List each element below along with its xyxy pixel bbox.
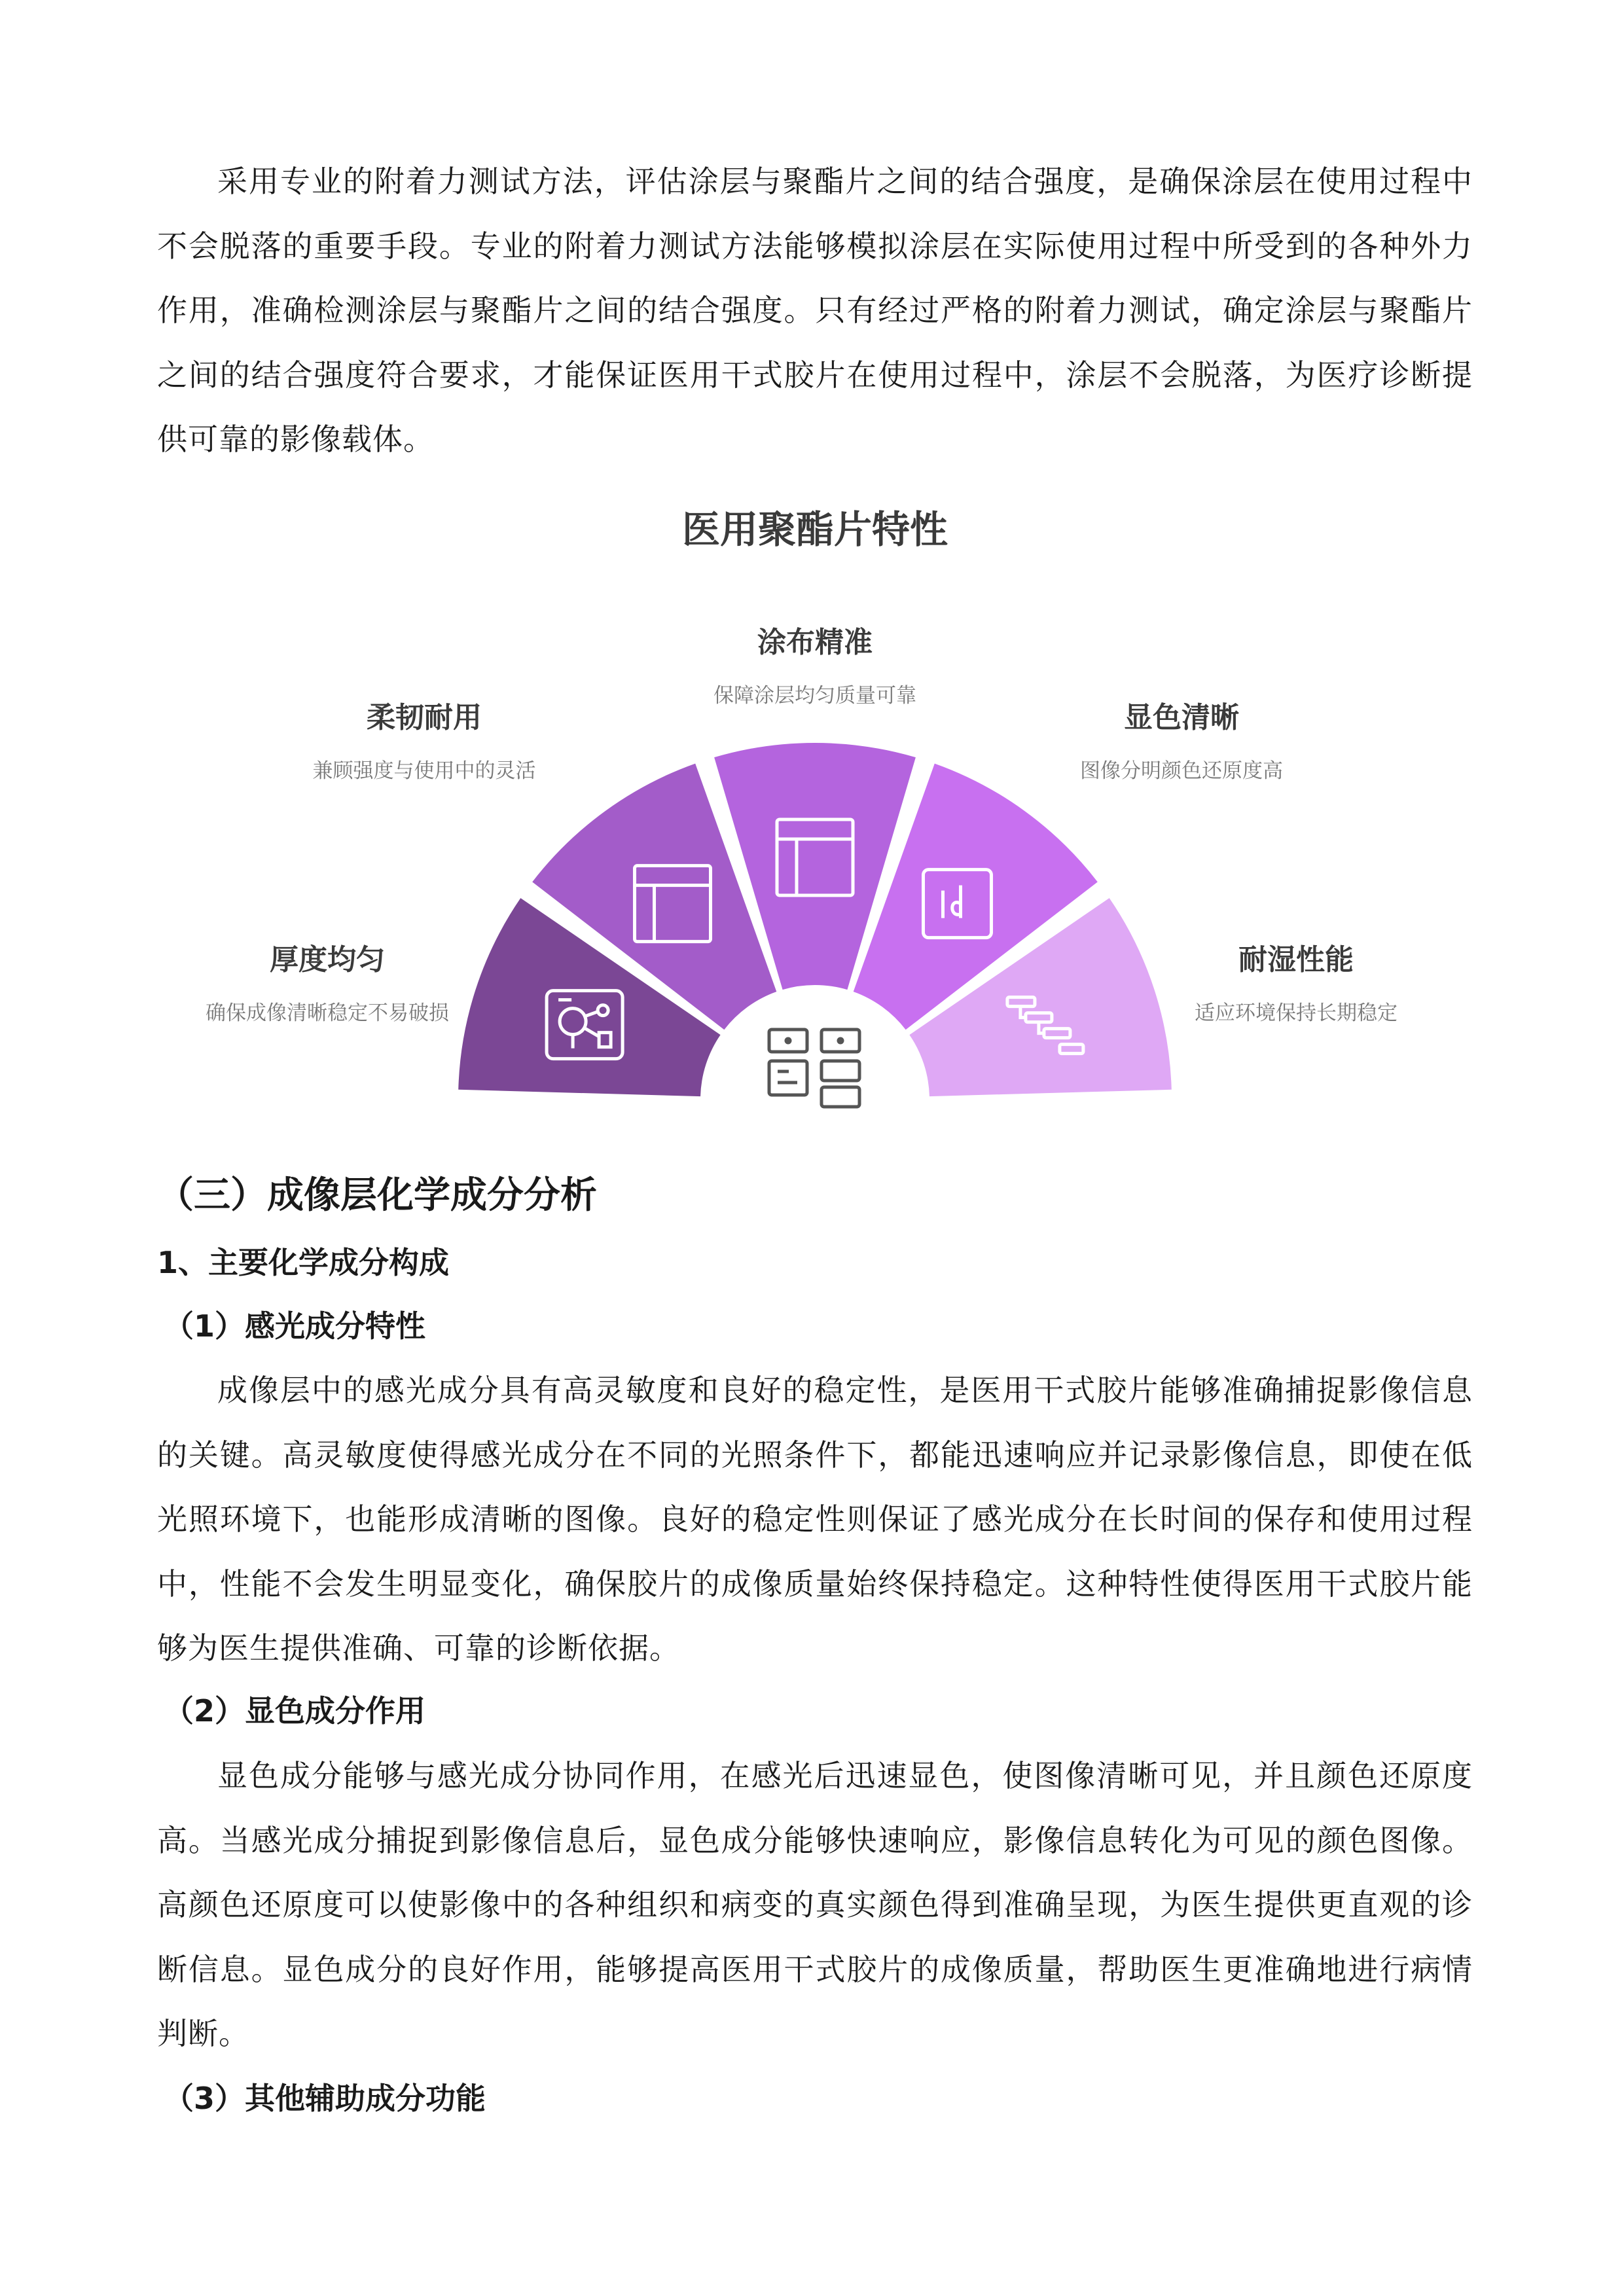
- feature-title: 耐湿性能: [1238, 943, 1354, 977]
- subheading: 1、主要化学成分构成: [157, 1245, 450, 1280]
- section-heading: （三）成像层化学成分分析: [157, 1174, 597, 1217]
- feature-desc: 适应环境保持长期稳定: [1195, 1001, 1398, 1025]
- feature-title: 涂布精准: [757, 626, 873, 659]
- intro-paragraph: 采用专业的附着力测试方法，评估涂层与聚酯片之间的结合强度，是确保涂层在使用过程中不会脱落的重要手段。专业的附着力测试方法能够模拟涂层在实际使用过程中所受到的各种外力作用，准确检测涂层与聚酯片之间的结合强度。只有经过严格的附着力测试，确定涂层与聚酯片之间的结合强度符合要求，才能保证医用干式胶片在使用过程中，涂层不会脱落，为医疗诊断提供可靠的影像载体。: [157, 164, 1473, 457]
- feature-desc: 保障涂层均匀质量可靠: [713, 684, 916, 708]
- grid-blocks-icon: [769, 1030, 859, 1107]
- item-heading-photosensitive: （1）感光成分特性: [164, 1308, 426, 1344]
- item-heading-auxiliary: （3）其他辅助成分功能: [164, 2081, 486, 2116]
- fan-diagram: [157, 484, 1473, 1145]
- feature-title: 厚度均匀: [270, 943, 385, 977]
- photosensitive-paragraph: 成像层中的感光成分具有高灵敏度和良好的稳定性，是医用干式胶片能够准确捕捉影像信息的关键。高灵敏度使得感光成分在不同的光照条件下，都能迅速响应并记录影像信息，即使在低光照环境下，也能形成清晰的图像。良好的稳定性则保证了感光成分在长时间的保存和使用过程中，性能不会发生明显变化，确保胶片的成像质量始终保持稳定。这种特性使得医用干式胶片能够为医生提供准确、可靠的诊断依据。: [157, 1372, 1473, 1666]
- figure-title: 医用聚酯片特性: [681, 507, 948, 552]
- feature-desc: 兼顾强度与使用中的灵活: [312, 759, 536, 783]
- feature-title: 柔韧耐用: [367, 701, 482, 734]
- feature-desc: 确保成像清晰稳定不易破损: [206, 1001, 449, 1025]
- item-heading-color-developing: （2）显色成分作用: [164, 1693, 426, 1729]
- feature-desc: 图像分明颜色还原度高: [1080, 759, 1283, 783]
- feature-title: 显色清晰: [1124, 701, 1239, 734]
- color-developing-paragraph: 显色成分能够与感光成分协同作用，在感光后迅速显色，使图像清晰可见，并且颜色还原度高。当感光成分捕捉到影像信息后，显色成分能够快速响应，影像信息转化为可见的颜色图像。高颜色还原度可以使影像中的各种组织和病变的真实颜色得到准确呈现，为医生提供更直观的诊断信息。显色成分的良好作用，能够提高医用干式胶片的成像质量，帮助医生更准确地进行病情判断。: [157, 1758, 1473, 2051]
- polyester-properties-figure: [157, 484, 1473, 1145]
